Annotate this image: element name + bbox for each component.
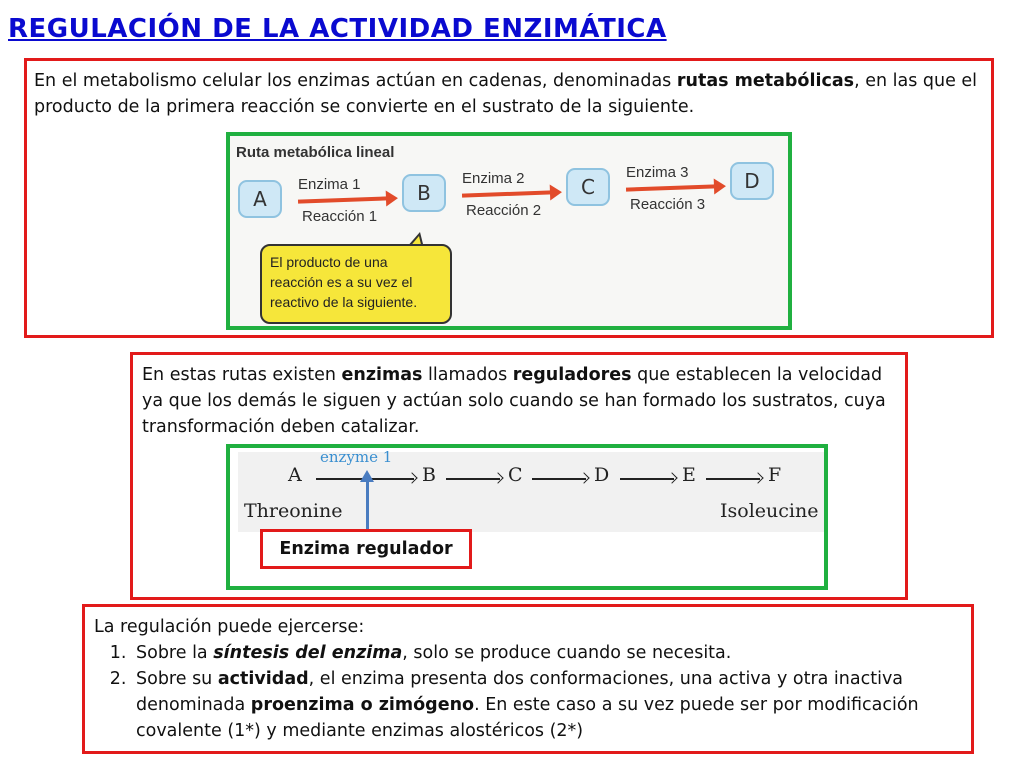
regulator-arrow [366,476,369,530]
reaction-arrow [298,196,388,203]
node-a: A [238,180,282,218]
regulation-text [94,614,960,744]
list-bold-term: proenzima o zimógeno [250,695,475,715]
node-d: D [594,464,610,486]
node-c: C [508,464,523,486]
start-label: Threonine [244,500,343,522]
list-text-part: , el enzima presenta dos conformaciones, una activa y otra inactiva denominada [136,669,904,715]
end-label: Isoleucine [720,500,819,522]
reaction-arrow [626,184,716,191]
enzyme-label: Enzima 2 [462,170,525,187]
node-a: A [288,464,302,486]
pathway-arrow [706,478,760,480]
intro-text-part: , en las que el producto de la primera reacción se convierte en el sustrato de la siguiente. [34,71,978,117]
pathway-arrow [446,478,500,480]
regulator-text-part: En estas rutas existen [142,365,342,385]
bubble-line: reacción es a su vez el [270,274,413,290]
node-d: D [730,162,774,200]
list-text-part: . En este caso a su vez puede ser por modificación covalente (1*) y mediante enzimas alostéricos (2*) [136,695,919,741]
node-c: C [566,168,610,206]
bubble-line: El producto de una [270,254,388,270]
node-b: B [422,464,436,486]
regulation-list [94,640,960,744]
intro-text [34,68,984,120]
regulator-bold-term: enzimas [341,365,423,385]
list-item [132,666,960,744]
reaction-label: Reacción 2 [466,202,542,219]
diagram-heading: Ruta metabólica lineal [236,144,395,161]
list-bold-term: actividad [217,669,309,689]
pathway-arrow [532,478,586,480]
regulation-intro: La regulación puede ejercerse: [94,617,365,637]
reaction-label: Reacción 3 [630,196,706,213]
linear-pathway-diagram [226,132,792,330]
regulator-text [142,362,898,440]
enzyme-label: enzyme 1 [320,448,393,466]
list-bold-term: síntesis del enzima [213,643,403,663]
list-text-part: , solo se produce cuando se necesita. [402,643,732,663]
bubble-line: reactivo de la siguiente. [270,294,418,310]
explanation-bubble [260,244,452,324]
regulator-text-part: que establecen la velocidad ya que los demás le siguen y actúan solo cuando se han formado los sustratos, cuya transformación deben catalizar. [142,365,886,437]
regulator-label-box: Enzima regulador [260,529,472,569]
node-f: F [768,464,782,486]
regulator-text-part: llamados [422,365,513,385]
intro-bold-term: rutas metabólicas [676,71,855,91]
list-text-part: Sobre la [136,643,214,663]
enzyme-label: Enzima 3 [626,164,689,181]
intro-text-part: En el metabolismo celular los enzimas actúan en cadenas, denominadas [34,71,677,91]
enzyme-label: Enzima 1 [298,176,361,193]
pathway-arrow [620,478,674,480]
diagram-image [238,448,824,532]
page-title: REGULACIÓN DE LA ACTIVIDAD ENZIMÁTICA [8,14,667,44]
list-item [132,640,960,666]
reaction-arrow [462,190,552,197]
node-e: E [682,464,696,486]
regulator-bold-term: reguladores [512,365,632,385]
diagram-image [230,136,788,326]
list-text-part: Sobre su [136,669,218,689]
reaction-label: Reacción 1 [302,208,378,225]
node-b: B [402,174,446,212]
